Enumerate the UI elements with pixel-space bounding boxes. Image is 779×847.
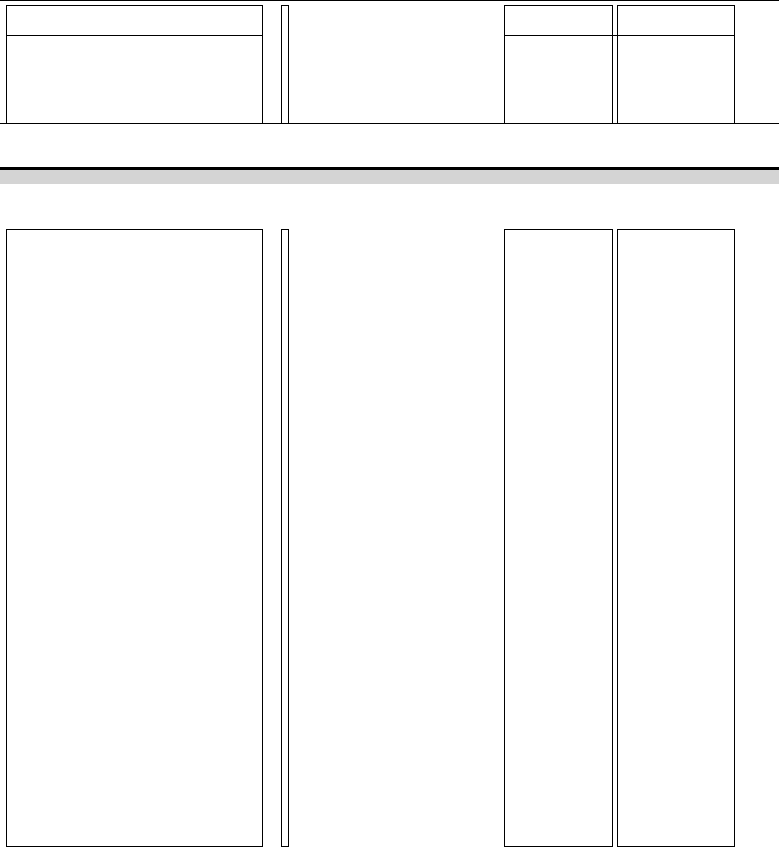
top-after-box xyxy=(617,5,735,124)
top-rule xyxy=(0,0,779,1)
top-header-divider-right xyxy=(504,35,735,36)
section-separator xyxy=(0,167,779,184)
bottom-after-box xyxy=(617,229,735,847)
bottom-label-box xyxy=(6,229,263,847)
bottom-num-box xyxy=(281,229,289,847)
top-amendment-box xyxy=(504,5,613,124)
top-num-box xyxy=(281,5,289,124)
top-header-divider xyxy=(6,35,263,36)
top-bottom-rule xyxy=(0,123,779,124)
bottom-amendment-box xyxy=(504,229,613,847)
top-label-box xyxy=(6,5,263,124)
